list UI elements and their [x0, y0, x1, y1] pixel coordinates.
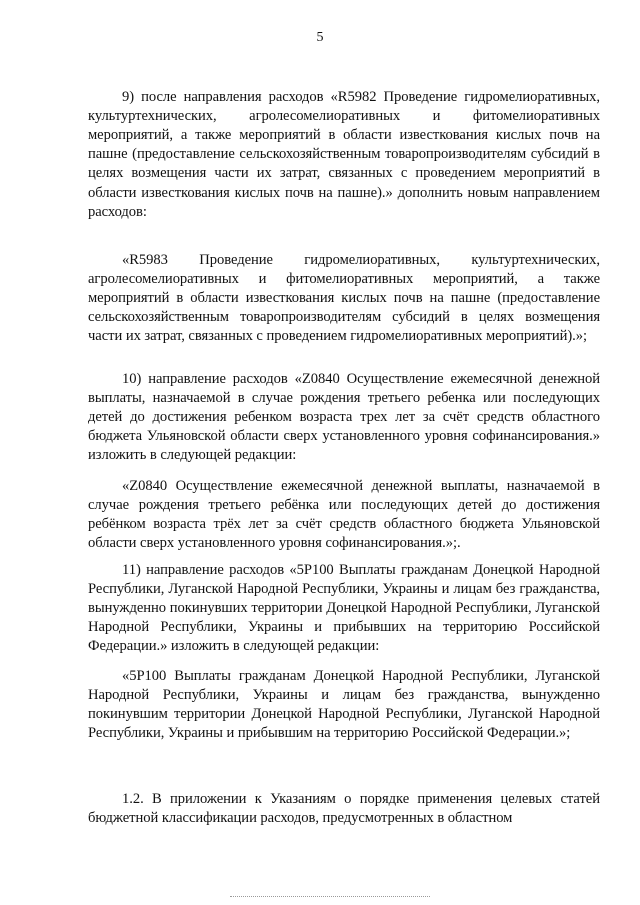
paragraph-r5983-text: «R5983 Проведение гидромелиоративных, культуртехнических, агролесомелиоративных и фитомелиоративных мероприятий, а также мероприятий в области известкования кислых почв на пашне (предоставление сельскохозяйственным товаропроизводителям субсидий в целях возмещения части их затрат, связанных с проведением гидромелиоративных мероприятий).»; [88, 251, 600, 345]
paragraph-section-1-2: 1.2. В приложении к Указаниям о порядке применения целевых статей бюджетной классификации расходов, предусмотренных в областном [88, 790, 600, 826]
paragraph-item-9: 9) после направления расходов «R5982 Проведение гидромелиоративных, культуртехнических, агролесомелиоративных и фитомелиоративных мероприятий, а также мероприятий в области известкования кислых почв на пашне (предоставление сельскохозяйственным товаропроизводителям субсидий в целях возмещения части их затрат, связанных с проведением мероприятий в области известкования кислых почв на пашне).» дополнить новым направлением расходов: [88, 88, 600, 220]
paragraph-5p100-text: «5Р100 Выплаты гражданам Донецкой Народной Республики, Луганской Народной Республики, Украины и лицам без гражданства, вынужденно покинувшим территории Донецкой Народной Республики, Луганской Народной Республики, Украины и прибывшим на территорию Российской Федерации.»; [88, 667, 600, 742]
scan-footer-artifact [230, 896, 430, 899]
paragraph-z0840-text: «Z0840 Осуществление ежемесячной денежной выплаты, назначаемой в случае рождения третьего ребёнка или последующих детей до достижения ребёнком возраста трёх лет за счёт средств областного бюджета Ульяновской области сверх установленного уровня софинансирования.»;. [88, 477, 600, 552]
paragraph-item-11: 11) направление расходов «5Р100 Выплаты гражданам Донецкой Народной Республики, Луганской Народной Республики, Украины и лицам без гражданства, вынужденно покинувших территории Донецкой Народной Республики, Луганской Народной Республики, Украины и прибывших на территорию Российской Федерации.» изложить в следующей редакции: [88, 561, 600, 655]
page-number: 5 [316, 30, 324, 45]
paragraph-item-10: 10) направление расходов «Z0840 Осуществление ежемесячной денежной выплаты, назначаемой в случае рождения третьего ребенка или последующих детей до достижения ребенком возраста трех лет за счёт средств областного бюджета Ульяновской области сверх установленного уровня софинансирования.» изложить в следующей редакции: [88, 370, 600, 464]
